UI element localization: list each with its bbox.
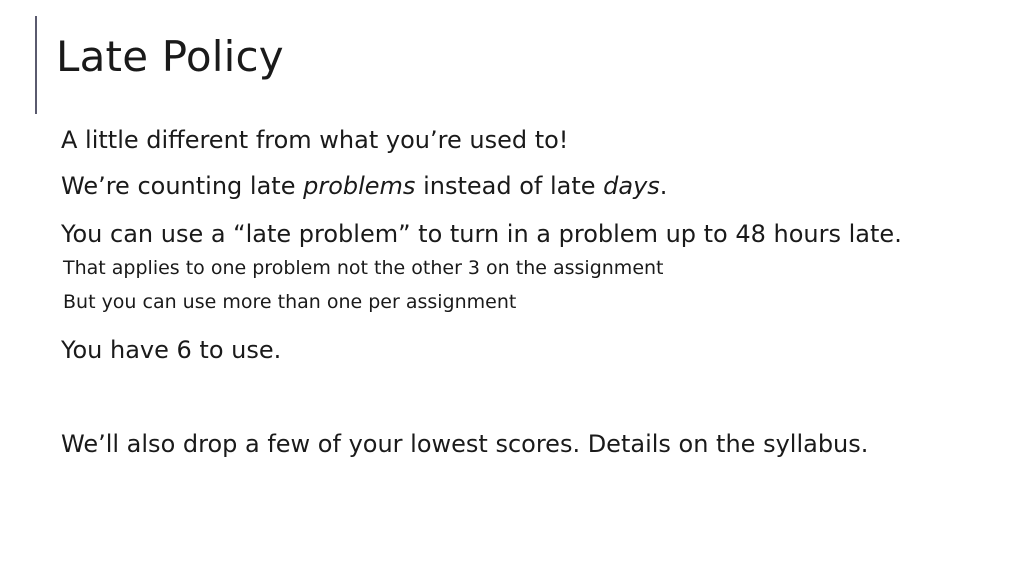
bullet-counting-problems — [61, 173, 667, 201]
sub-bullet-multiple-per-assignment: But you can use more than one per assignment — [63, 291, 517, 313]
bullet-late-problem-rule: You can use a “late problem” to turn in a problem up to 48 hours late. — [61, 220, 902, 248]
bullet-counting-part-5: . — [659, 172, 668, 200]
emphasis-problems: problems — [303, 172, 416, 200]
emphasis-days: days — [603, 172, 660, 200]
slide-title: Late Policy — [56, 32, 284, 81]
sub-bullet-one-problem: That applies to one problem not the other 3 on the assignment — [63, 257, 664, 279]
bullet-drop-lowest-scores: We’ll also drop a few of your lowest scores. Details on the syllabus. — [61, 430, 869, 458]
bullet-you-have-six: You have 6 to use. — [61, 336, 282, 364]
title-accent-bar — [35, 16, 37, 114]
bullet-intro: A little different from what you’re used to! — [61, 126, 569, 154]
bullet-counting-part-3: instead of late — [415, 172, 604, 200]
bullet-counting-part-1: We’re counting late — [61, 172, 304, 200]
